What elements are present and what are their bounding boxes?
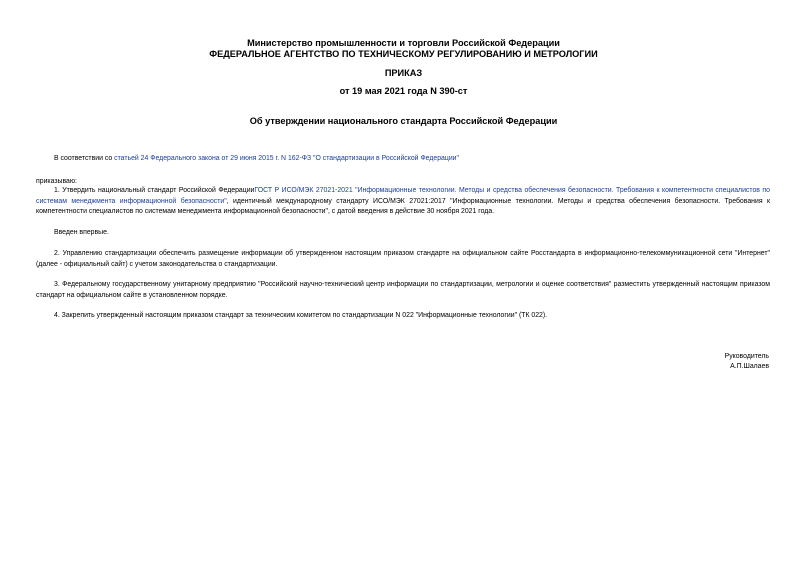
ministry-heading: Министерство промышленности и торговли Российской Федерации [247,38,560,48]
signatory-role: Руководитель [724,353,769,360]
item-3-paragraph: 3. Федеральному государственному унитарному предприятию "Российский научно-технический центр информации по стандартизации, метрологии и оценке соответствия" разместить утвержденный настоящим приказом стандарт на официальном сайте в установленном порядке. [36,281,770,299]
order-subject-title: Об утверждении национального стандарта Российской Федерации [249,116,558,126]
introduced-note: Введен впервые. [54,229,109,236]
agency-heading: ФЕДЕРАЛЬНОЕ АГЕНТСТВО ПО ТЕХНИЧЕСКОМУ РЕГУЛИРОВАНИЮ И МЕТРОЛОГИИ [209,49,598,59]
legal-basis-paragraph [36,154,770,165]
order-word: приказываю: [36,178,77,185]
item-1-prefix: 1. Утвердить национальный стандарт Российской Федерации [54,187,255,194]
item-1-suffix: , идентичный международному стандарту ИСО/МЭК 27021:2017 "Информационные технологии. Методы и средства обеспечения безопасности. Требования к компетентности специалистов по системам менеджмента информационной безопасности", с датой введения в действие 30 ноября 2021 года. [36,197,770,215]
gost-standard-link[interactable]: ГОСТ Р ИСО/МЭК 27021-2021 "Информационные технологии. Методы и средства обеспечения безопасности. Требования к компетентности специалистов по системам менеджмента информационной безопасности" [36,187,770,205]
item-2-paragraph: 2. Управлению стандартизации обеспечить размещение информации об утвержденном настоящим приказом стандарте на официальном сайте Росстандарта в информационно-телекоммуникационной сети "Интернет" (далее - официальный сайт) с учетом законодательства о стандартизации. [36,250,770,268]
federal-law-link[interactable]: статьей 24 Федерального закона от 29 июня 2015 г. N 162-ФЗ "О стандартизации в Российской Федерации" [114,155,459,162]
signatory-name: А.П.Шалаев [730,363,769,370]
legal-basis-prefix: В соответствии со [54,155,115,162]
item-4-paragraph: 4. Закрепить утвержденный настоящим приказом стандарт за техническим комитетом по стандартизации N 022 "Информационные технологии" (ТК 022). [54,312,548,319]
document-type-heading: ПРИКАЗ [384,68,423,78]
item-1-paragraph [36,186,770,218]
order-date-number: от 19 мая 2021 года N 390-ст [339,86,468,96]
